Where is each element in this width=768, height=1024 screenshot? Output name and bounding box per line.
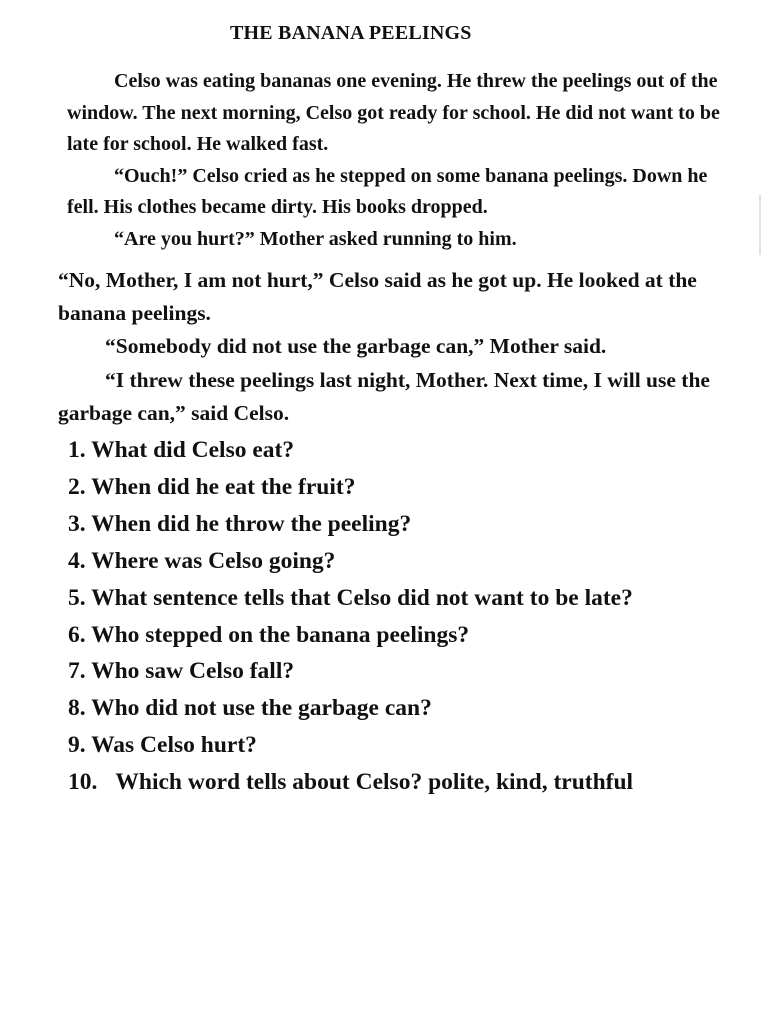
question-number: 3. [68,510,86,537]
question-number: 5. [68,584,86,611]
question-number: 6. [68,621,86,648]
story-paragraph: “Are you hurt?” Mother asked running to him. [114,227,517,250]
question-text: Was Celso hurt? [91,732,257,759]
question-text: Where was Celso going? [91,547,336,574]
page-title: THE BANANA PEELINGS [230,22,472,44]
question-text: Which word tells about Celso? polite, kind, truthful [115,769,634,796]
story-part-1 [67,66,727,255]
question-text: Who did not use the garbage can? [91,695,432,722]
story-paragraph: “Somebody did not use the garbage can,” Mother said. [105,334,607,359]
question-item [68,690,758,727]
question-item [68,506,758,543]
question-item [68,580,758,617]
story-part-2 [58,264,748,430]
question-number: 4. [68,547,86,574]
story-paragraph: “No, Mother, I am not hurt,” Celso said as he got up. He looked at the banana peelings. [58,268,697,326]
question-item [68,543,758,580]
question-item [68,432,758,469]
question-list [68,432,758,801]
question-number: 7. [68,658,86,685]
question-number: 1. [68,437,86,463]
story-paragraph: “Ouch!” Celso cried as he stepped on some banana peelings. Down he fell. His clothes became dirty. His books dropped. [67,164,708,218]
question-number: 8. [68,695,86,722]
question-number: 10. [68,769,98,796]
question-number: 2. [68,473,86,500]
story-paragraph: “I threw these peelings last night, Mother. Next time, I will use the garbage can,” said Celso. [58,367,710,425]
question-item [68,727,758,764]
scan-edge-line [759,195,761,255]
story-paragraph: Celso was eating bananas one evening. He threw the peelings out of the window. The next morning, Celso got ready for school. He did not want to be late for school. He walked fast. [67,70,720,155]
question-text: Who saw Celso fall? [91,658,295,685]
question-text: What did Celso eat? [91,437,295,463]
question-item [68,617,758,654]
question-item [68,653,758,690]
question-number: 9. [68,732,86,759]
question-text: When did he throw the peeling? [91,510,412,537]
question-item [68,469,758,506]
question-text: What sentence tells that Celso did not want to be late? [91,584,633,611]
question-text: When did he eat the fruit? [91,473,356,500]
question-text: Who stepped on the banana peelings? [91,621,470,648]
question-item [68,764,758,801]
